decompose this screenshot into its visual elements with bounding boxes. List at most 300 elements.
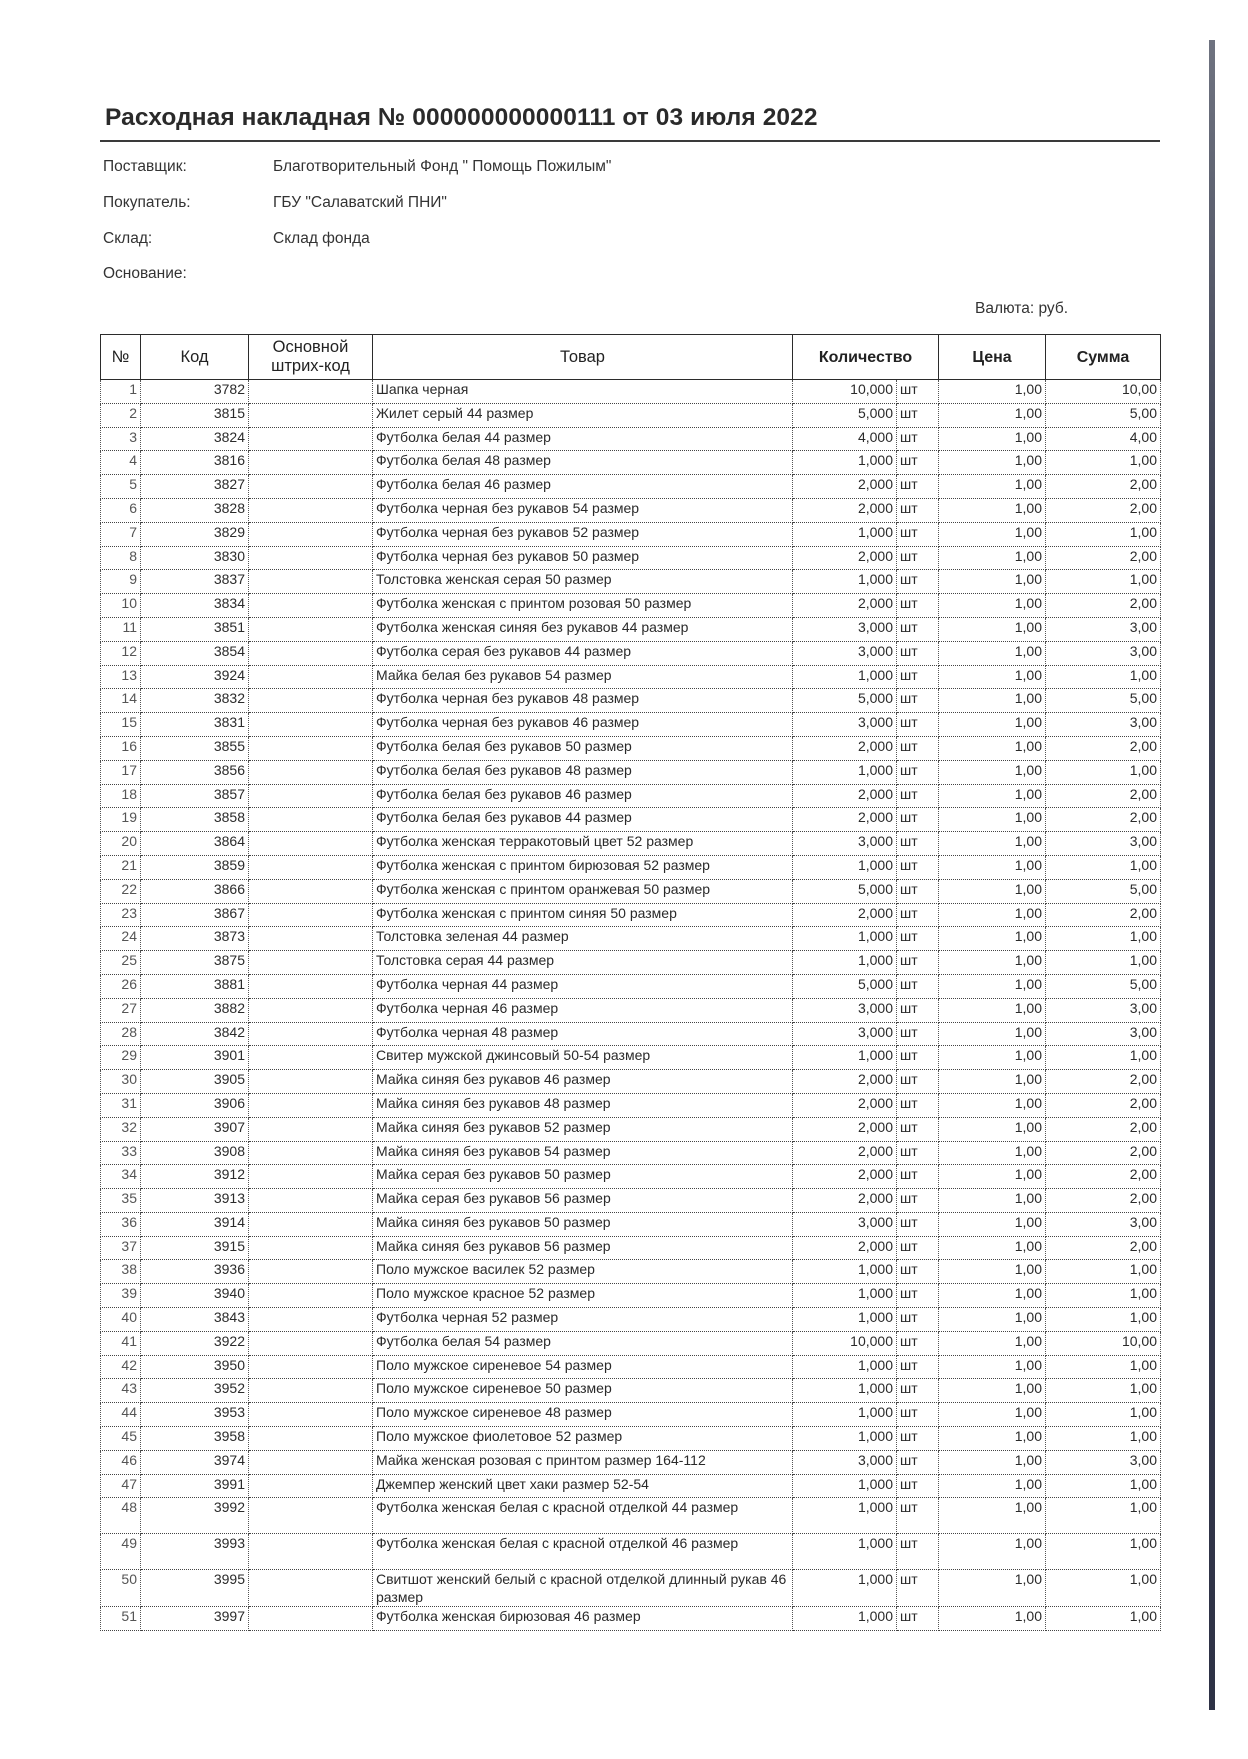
item-unit: шт (897, 1165, 939, 1189)
item-sum: 10,00 (1046, 380, 1161, 404)
item-name: Свитшот женский белый с красной отделкой длинный рукав 46 размер (373, 1570, 793, 1607)
item-sum: 5,00 (1046, 879, 1161, 903)
item-price: 1,00 (939, 1355, 1046, 1379)
item-name: Футболка белая без рукавов 50 размер (373, 736, 793, 760)
item-sum: 5,00 (1046, 974, 1161, 998)
item-barcode (249, 1534, 373, 1570)
row-number: 2 (101, 403, 141, 427)
item-name: Футболка женская с принтом синяя 50 размер (373, 903, 793, 927)
item-name: Поло мужское сиреневое 54 размер (373, 1355, 793, 1379)
item-price: 1,00 (939, 1165, 1046, 1189)
item-price: 1,00 (939, 522, 1046, 546)
item-name: Поло мужское фиолетовое 52 размер (373, 1427, 793, 1451)
table-row (101, 1260, 1161, 1284)
item-name: Толстовка женская серая 50 размер (373, 570, 793, 594)
item-unit: шт (897, 1046, 939, 1070)
item-price: 1,00 (939, 1141, 1046, 1165)
item-price: 1,00 (939, 855, 1046, 879)
item-price: 1,00 (939, 1403, 1046, 1427)
title-divider (100, 140, 1160, 142)
item-name: Футболка белая 54 размер (373, 1331, 793, 1355)
row-number: 42 (101, 1355, 141, 1379)
item-code: 3830 (141, 546, 249, 570)
item-name: Футболка белая без рукавов 48 размер (373, 760, 793, 784)
row-number: 11 (101, 617, 141, 641)
item-sum: 3,00 (1046, 1212, 1161, 1236)
item-barcode (249, 451, 373, 475)
item-price: 1,00 (939, 641, 1046, 665)
row-number: 41 (101, 1331, 141, 1355)
item-sum: 2,00 (1046, 784, 1161, 808)
item-quantity: 2,000 (793, 1070, 897, 1094)
basis-label: Основание: (103, 265, 187, 282)
item-sum: 1,00 (1046, 1427, 1161, 1451)
item-code: 3866 (141, 879, 249, 903)
item-sum: 2,00 (1046, 1236, 1161, 1260)
row-number: 22 (101, 879, 141, 903)
item-unit: шт (897, 808, 939, 832)
row-number: 47 (101, 1474, 141, 1498)
item-quantity: 1,000 (793, 951, 897, 975)
item-name: Футболка черная без рукавов 48 размер (373, 689, 793, 713)
item-quantity: 1,000 (793, 665, 897, 689)
item-quantity: 3,000 (793, 641, 897, 665)
item-unit: шт (897, 974, 939, 998)
item-unit: шт (897, 1570, 939, 1607)
header-code: Код (141, 335, 249, 380)
item-barcode (249, 832, 373, 856)
row-number: 17 (101, 760, 141, 784)
item-unit: шт (897, 879, 939, 903)
row-number: 43 (101, 1379, 141, 1403)
item-unit: шт (897, 498, 939, 522)
item-sum: 5,00 (1046, 689, 1161, 713)
row-number: 6 (101, 498, 141, 522)
item-sum: 1,00 (1046, 855, 1161, 879)
item-unit: шт (897, 427, 939, 451)
item-code: 3867 (141, 903, 249, 927)
item-code: 3859 (141, 855, 249, 879)
item-barcode (249, 570, 373, 594)
item-name: Майка серая без рукавов 56 размер (373, 1189, 793, 1213)
table-row (101, 380, 1161, 404)
row-number: 14 (101, 689, 141, 713)
item-price: 1,00 (939, 784, 1046, 808)
table-row (101, 1450, 1161, 1474)
item-price: 1,00 (939, 451, 1046, 475)
row-number: 27 (101, 998, 141, 1022)
header-price: Цена (939, 335, 1046, 380)
item-barcode (249, 974, 373, 998)
item-name: Жилет серый 44 размер (373, 403, 793, 427)
table-row (101, 808, 1161, 832)
item-name: Футболка женская терракотовый цвет 52 размер (373, 832, 793, 856)
item-quantity: 3,000 (793, 1450, 897, 1474)
item-quantity: 2,000 (793, 498, 897, 522)
row-number: 15 (101, 713, 141, 737)
item-unit: шт (897, 1331, 939, 1355)
item-sum: 5,00 (1046, 403, 1161, 427)
item-name: Футболка черная без рукавов 54 размер (373, 498, 793, 522)
row-number: 33 (101, 1141, 141, 1165)
item-sum: 2,00 (1046, 903, 1161, 927)
item-sum: 1,00 (1046, 1474, 1161, 1498)
item-barcode (249, 1474, 373, 1498)
item-barcode (249, 1165, 373, 1189)
table-row (101, 1165, 1161, 1189)
row-number: 29 (101, 1046, 141, 1070)
row-number: 4 (101, 451, 141, 475)
table-row (101, 1331, 1161, 1355)
item-unit: шт (897, 617, 939, 641)
item-sum: 3,00 (1046, 1022, 1161, 1046)
item-code: 3995 (141, 1570, 249, 1607)
row-number: 10 (101, 594, 141, 618)
item-barcode (249, 1022, 373, 1046)
item-name: Футболка черная 44 размер (373, 974, 793, 998)
item-name: Майка синяя без рукавов 46 размер (373, 1070, 793, 1094)
item-quantity: 2,000 (793, 1141, 897, 1165)
item-price: 1,00 (939, 1284, 1046, 1308)
item-unit: шт (897, 951, 939, 975)
row-number: 39 (101, 1284, 141, 1308)
item-name: Футболка белая без рукавов 44 размер (373, 808, 793, 832)
row-number: 23 (101, 903, 141, 927)
table-row (101, 1607, 1161, 1631)
header-sum: Сумма (1046, 335, 1161, 380)
item-sum: 1,00 (1046, 1379, 1161, 1403)
row-number: 51 (101, 1607, 141, 1631)
item-unit: шт (897, 784, 939, 808)
item-price: 1,00 (939, 475, 1046, 499)
item-barcode (249, 665, 373, 689)
item-code: 3828 (141, 498, 249, 522)
table-row (101, 475, 1161, 499)
item-sum: 1,00 (1046, 760, 1161, 784)
row-number: 16 (101, 736, 141, 760)
table-row (101, 903, 1161, 927)
item-price: 1,00 (939, 1498, 1046, 1534)
item-unit: шт (897, 903, 939, 927)
item-name: Футболка женская с принтом розовая 50 размер (373, 594, 793, 618)
table-row (101, 1427, 1161, 1451)
item-sum: 2,00 (1046, 594, 1161, 618)
warehouse-value: Склад фонда (273, 230, 370, 247)
row-number: 34 (101, 1165, 141, 1189)
item-barcode (249, 498, 373, 522)
item-code: 3953 (141, 1403, 249, 1427)
item-price: 1,00 (939, 1474, 1046, 1498)
item-sum: 1,00 (1046, 1355, 1161, 1379)
item-unit: шт (897, 1607, 939, 1631)
item-unit: шт (897, 1534, 939, 1570)
item-name: Футболка женская с принтом бирюзовая 52 размер (373, 855, 793, 879)
item-quantity: 2,000 (793, 1093, 897, 1117)
item-sum: 10,00 (1046, 1331, 1161, 1355)
row-number: 32 (101, 1117, 141, 1141)
item-quantity: 1,000 (793, 570, 897, 594)
item-unit: шт (897, 1093, 939, 1117)
item-barcode (249, 546, 373, 570)
item-quantity: 2,000 (793, 475, 897, 499)
item-barcode (249, 689, 373, 713)
item-price: 1,00 (939, 1022, 1046, 1046)
item-name: Майка синяя без рукавов 52 размер (373, 1117, 793, 1141)
item-name: Футболка черная 52 размер (373, 1308, 793, 1332)
item-unit: шт (897, 998, 939, 1022)
table-row (101, 594, 1161, 618)
table-row (101, 855, 1161, 879)
table-row (101, 641, 1161, 665)
item-barcode (249, 1403, 373, 1427)
table-row (101, 427, 1161, 451)
row-number: 18 (101, 784, 141, 808)
item-code: 3992 (141, 1498, 249, 1534)
item-barcode (249, 1093, 373, 1117)
item-barcode (249, 1260, 373, 1284)
item-price: 1,00 (939, 498, 1046, 522)
item-quantity: 3,000 (793, 998, 897, 1022)
item-quantity: 1,000 (793, 927, 897, 951)
item-price: 1,00 (939, 998, 1046, 1022)
row-number: 20 (101, 832, 141, 856)
item-name: Майка синяя без рукавов 56 размер (373, 1236, 793, 1260)
item-sum: 1,00 (1046, 1308, 1161, 1332)
item-price: 1,00 (939, 427, 1046, 451)
item-code: 3940 (141, 1284, 249, 1308)
table-row (101, 665, 1161, 689)
table-body (101, 380, 1161, 1631)
item-unit: шт (897, 1355, 939, 1379)
item-code: 3834 (141, 594, 249, 618)
item-unit: шт (897, 641, 939, 665)
item-name: Толстовка зеленая 44 размер (373, 927, 793, 951)
item-code: 3827 (141, 475, 249, 499)
item-quantity: 1,000 (793, 1570, 897, 1607)
item-code: 3936 (141, 1260, 249, 1284)
item-name: Свитер мужской джинсовый 50-54 размер (373, 1046, 793, 1070)
item-unit: шт (897, 1022, 939, 1046)
item-barcode (249, 1427, 373, 1451)
item-quantity: 2,000 (793, 1165, 897, 1189)
item-unit: шт (897, 1141, 939, 1165)
header-qty: Количество (793, 335, 939, 380)
table-row (101, 1379, 1161, 1403)
item-price: 1,00 (939, 570, 1046, 594)
row-number: 35 (101, 1189, 141, 1213)
item-unit: шт (897, 1474, 939, 1498)
item-barcode (249, 1284, 373, 1308)
table-header-row (101, 335, 1161, 380)
table-row (101, 1046, 1161, 1070)
item-barcode (249, 1450, 373, 1474)
item-code: 3974 (141, 1450, 249, 1474)
item-price: 1,00 (939, 1607, 1046, 1631)
item-price: 1,00 (939, 1570, 1046, 1607)
item-unit: шт (897, 1308, 939, 1332)
item-code: 3905 (141, 1070, 249, 1094)
row-number: 21 (101, 855, 141, 879)
row-number: 13 (101, 665, 141, 689)
item-quantity: 1,000 (793, 1046, 897, 1070)
item-unit: шт (897, 1379, 939, 1403)
table-row (101, 403, 1161, 427)
item-barcode (249, 903, 373, 927)
item-quantity: 5,000 (793, 974, 897, 998)
item-barcode (249, 1117, 373, 1141)
item-unit: шт (897, 1212, 939, 1236)
item-code: 3906 (141, 1093, 249, 1117)
item-barcode (249, 1607, 373, 1631)
item-unit: шт (897, 1284, 939, 1308)
item-name: Футболка белая 44 размер (373, 427, 793, 451)
item-code: 3997 (141, 1607, 249, 1631)
item-code: 3882 (141, 998, 249, 1022)
item-name: Майка синяя без рукавов 48 размер (373, 1093, 793, 1117)
item-quantity: 1,000 (793, 1427, 897, 1451)
item-sum: 1,00 (1046, 1570, 1161, 1607)
table-row (101, 570, 1161, 594)
row-number: 36 (101, 1212, 141, 1236)
item-barcode (249, 594, 373, 618)
row-number: 37 (101, 1236, 141, 1260)
item-price: 1,00 (939, 1308, 1046, 1332)
item-name: Поло мужское василек 52 размер (373, 1260, 793, 1284)
item-quantity: 1,000 (793, 522, 897, 546)
item-sum: 4,00 (1046, 427, 1161, 451)
item-price: 1,00 (939, 879, 1046, 903)
item-name: Майка синяя без рукавов 54 размер (373, 1141, 793, 1165)
item-code: 3851 (141, 617, 249, 641)
item-price: 1,00 (939, 665, 1046, 689)
item-code: 3913 (141, 1189, 249, 1213)
item-sum: 2,00 (1046, 1189, 1161, 1213)
item-unit: шт (897, 1498, 939, 1534)
item-code: 3832 (141, 689, 249, 713)
item-name: Футболка черная 46 размер (373, 998, 793, 1022)
table-row (101, 879, 1161, 903)
item-name: Футболка белая 48 размер (373, 451, 793, 475)
item-name: Поло мужское сиреневое 48 размер (373, 1403, 793, 1427)
item-quantity: 5,000 (793, 689, 897, 713)
item-sum: 1,00 (1046, 1046, 1161, 1070)
item-price: 1,00 (939, 832, 1046, 856)
item-barcode (249, 1379, 373, 1403)
row-number: 9 (101, 570, 141, 594)
item-unit: шт (897, 403, 939, 427)
buyer-label: Покупатель: (103, 194, 191, 211)
item-quantity: 2,000 (793, 546, 897, 570)
item-code: 3824 (141, 427, 249, 451)
row-number: 38 (101, 1260, 141, 1284)
item-quantity: 1,000 (793, 1498, 897, 1534)
table-row (101, 1570, 1161, 1607)
row-number: 26 (101, 974, 141, 998)
item-unit: шт (897, 1117, 939, 1141)
table-row (101, 617, 1161, 641)
item-barcode (249, 522, 373, 546)
item-code: 3854 (141, 641, 249, 665)
item-quantity: 2,000 (793, 903, 897, 927)
item-barcode (249, 1331, 373, 1355)
item-quantity: 1,000 (793, 1379, 897, 1403)
item-price: 1,00 (939, 689, 1046, 713)
table-row (101, 1355, 1161, 1379)
item-quantity: 1,000 (793, 1403, 897, 1427)
item-sum: 1,00 (1046, 1607, 1161, 1631)
item-price: 1,00 (939, 1450, 1046, 1474)
item-quantity: 1,000 (793, 451, 897, 475)
item-price: 1,00 (939, 713, 1046, 737)
item-price: 1,00 (939, 1093, 1046, 1117)
item-price: 1,00 (939, 380, 1046, 404)
table-row (101, 951, 1161, 975)
supplier-label: Поставщик: (103, 158, 187, 175)
item-sum: 2,00 (1046, 1070, 1161, 1094)
item-code: 3991 (141, 1474, 249, 1498)
item-barcode (249, 1498, 373, 1534)
item-name: Футболка женская синяя без рукавов 44 размер (373, 617, 793, 641)
item-code: 3950 (141, 1355, 249, 1379)
item-code: 3952 (141, 1379, 249, 1403)
item-unit: шт (897, 927, 939, 951)
table-row (101, 736, 1161, 760)
item-code: 3875 (141, 951, 249, 975)
item-price: 1,00 (939, 617, 1046, 641)
item-quantity: 1,000 (793, 1284, 897, 1308)
item-barcode (249, 1189, 373, 1213)
item-barcode (249, 1141, 373, 1165)
row-number: 45 (101, 1427, 141, 1451)
items-table (100, 334, 1161, 1631)
table-row (101, 1022, 1161, 1046)
item-barcode (249, 951, 373, 975)
row-number: 28 (101, 1022, 141, 1046)
table-row (101, 1308, 1161, 1332)
table-row (101, 713, 1161, 737)
item-quantity: 5,000 (793, 879, 897, 903)
item-unit: шт (897, 570, 939, 594)
item-sum: 2,00 (1046, 1093, 1161, 1117)
item-name: Джемпер женский цвет хаки размер 52-54 (373, 1474, 793, 1498)
item-sum: 1,00 (1046, 1260, 1161, 1284)
table-row (101, 1070, 1161, 1094)
item-barcode (249, 760, 373, 784)
item-sum: 1,00 (1046, 1403, 1161, 1427)
table-row (101, 1534, 1161, 1570)
item-name: Майка серая без рукавов 50 размер (373, 1165, 793, 1189)
item-barcode (249, 641, 373, 665)
item-quantity: 1,000 (793, 1308, 897, 1332)
row-number: 3 (101, 427, 141, 451)
table-row (101, 832, 1161, 856)
item-sum: 1,00 (1046, 1534, 1161, 1570)
item-sum: 1,00 (1046, 951, 1161, 975)
item-quantity: 2,000 (793, 784, 897, 808)
item-sum: 3,00 (1046, 1450, 1161, 1474)
item-quantity: 3,000 (793, 1022, 897, 1046)
item-name: Толстовка серая 44 размер (373, 951, 793, 975)
item-price: 1,00 (939, 1046, 1046, 1070)
item-code: 3873 (141, 927, 249, 951)
item-sum: 1,00 (1046, 1498, 1161, 1534)
table-row (101, 1189, 1161, 1213)
item-code: 3908 (141, 1141, 249, 1165)
warehouse-row (103, 230, 370, 248)
buyer-row (103, 194, 447, 212)
item-barcode (249, 1355, 373, 1379)
supplier-row (103, 158, 611, 176)
